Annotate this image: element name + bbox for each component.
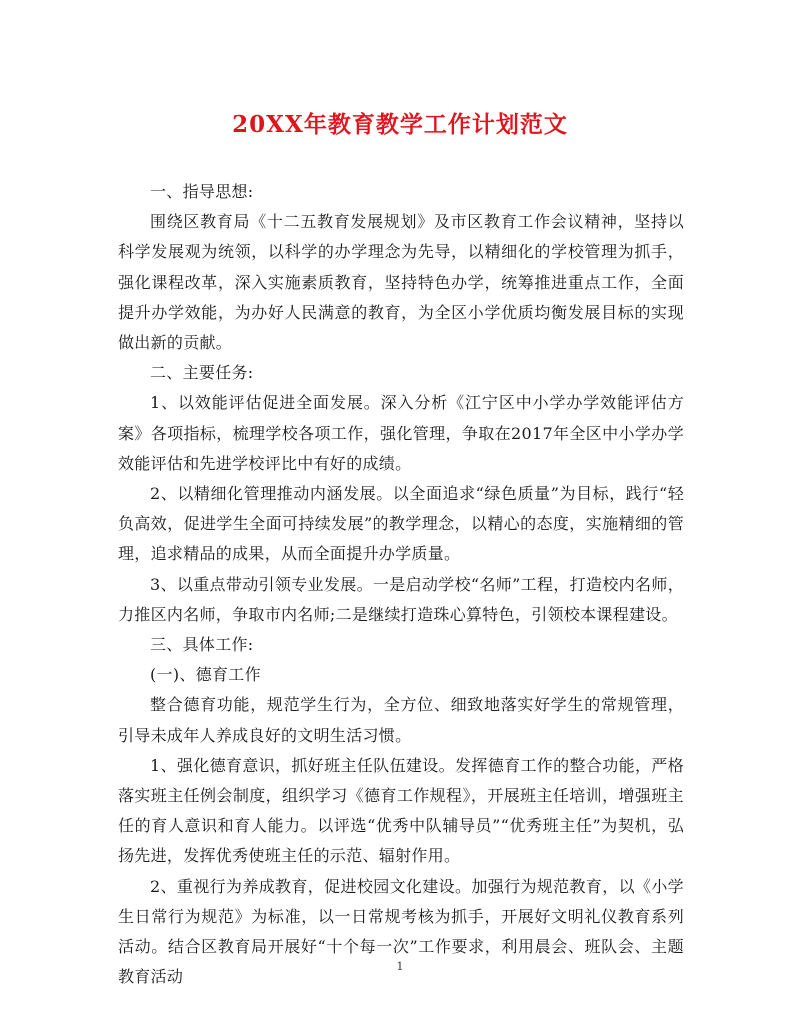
paragraph-moral-education-intro: 整合德育功能，规范学生行为，全方位、细致地落实好学生的常规管理，引导未成年人养成良好的文明生活习惯。 bbox=[118, 695, 684, 745]
paragraph-moral-education-2: 2、重视行为养成教育，促进校园文化建设。加强行为规范教育，以《小学生日常行为规范》为标准，以一日常规考核为抓手，开展好文明礼仪教育系列活动。结合区教育局开展好“十个每一次”工作要求，利用晨会、班队会、主题教育活动 bbox=[118, 876, 684, 987]
section-heading-guiding-ideology: 一、指导思想: bbox=[150, 182, 254, 201]
document-body bbox=[118, 177, 684, 992]
paragraph-task-2: 2、以精细化管理推动内涵发展。以全面追求“绿色质量”为目标，践行“轻负高效，促进学生全面可持续发展”的教学理念，以精心的态度，实施精细的管理，追求精品的成果，从而全面提升办学质量。 bbox=[118, 484, 684, 564]
section-heading-specific-work: 三、具体工作: bbox=[150, 635, 254, 655]
paragraph-guiding-ideology: 围绕区教育局《十二五教育发展规划》及市区教育工作会议精神，坚持以科学发展观为统领，以科学的办学理念为先导，以精细化的学校管理为抓手，强化课程改革，深入实施素质教育，坚持特色办学，统筹推进重点工作，全面提升办学效能，为办好人民满意的教育，为全区小学优质均衡发展目标的实现做出新的贡献。 bbox=[118, 212, 684, 353]
paragraph-task-3: 3、以重点带动引领专业发展。一是启动学校“名师”工程，打造校内名师，力推区内名师，争取市内名师;二是继续打造珠心算特色，引领校本课程建设。 bbox=[118, 574, 684, 624]
page-number: 1 bbox=[396, 960, 404, 973]
section-heading-main-tasks: 二、主要任务: bbox=[150, 363, 254, 383]
paragraph-task-1: 1、以效能评估促进全面发展。深入分析《江宁区中小学办学效能评估方案》各项指标，梳理学校各项工作，强化管理，争取在2017年全区中小学办学效能评估和先进学校评比中有好的成绩。 bbox=[118, 393, 684, 473]
document-title: 20XX年教育教学工作计划范文 bbox=[232, 111, 568, 138]
paragraph-moral-education-1: 1、强化德育意识，抓好班主任队伍建设。发挥德育工作的整合功能，严格落实班主任例会制度，组织学习《德育工作规程》，开展班主任培训，增强班主任的育人意识和育人能力。以评选“优秀中队辅导员”“优秀班主任”为契机，弘扬先进，发挥优秀使班主任的示范、辐射作用。 bbox=[118, 755, 684, 866]
subsection-heading-moral-education: (一)、德育工作 bbox=[150, 665, 261, 685]
